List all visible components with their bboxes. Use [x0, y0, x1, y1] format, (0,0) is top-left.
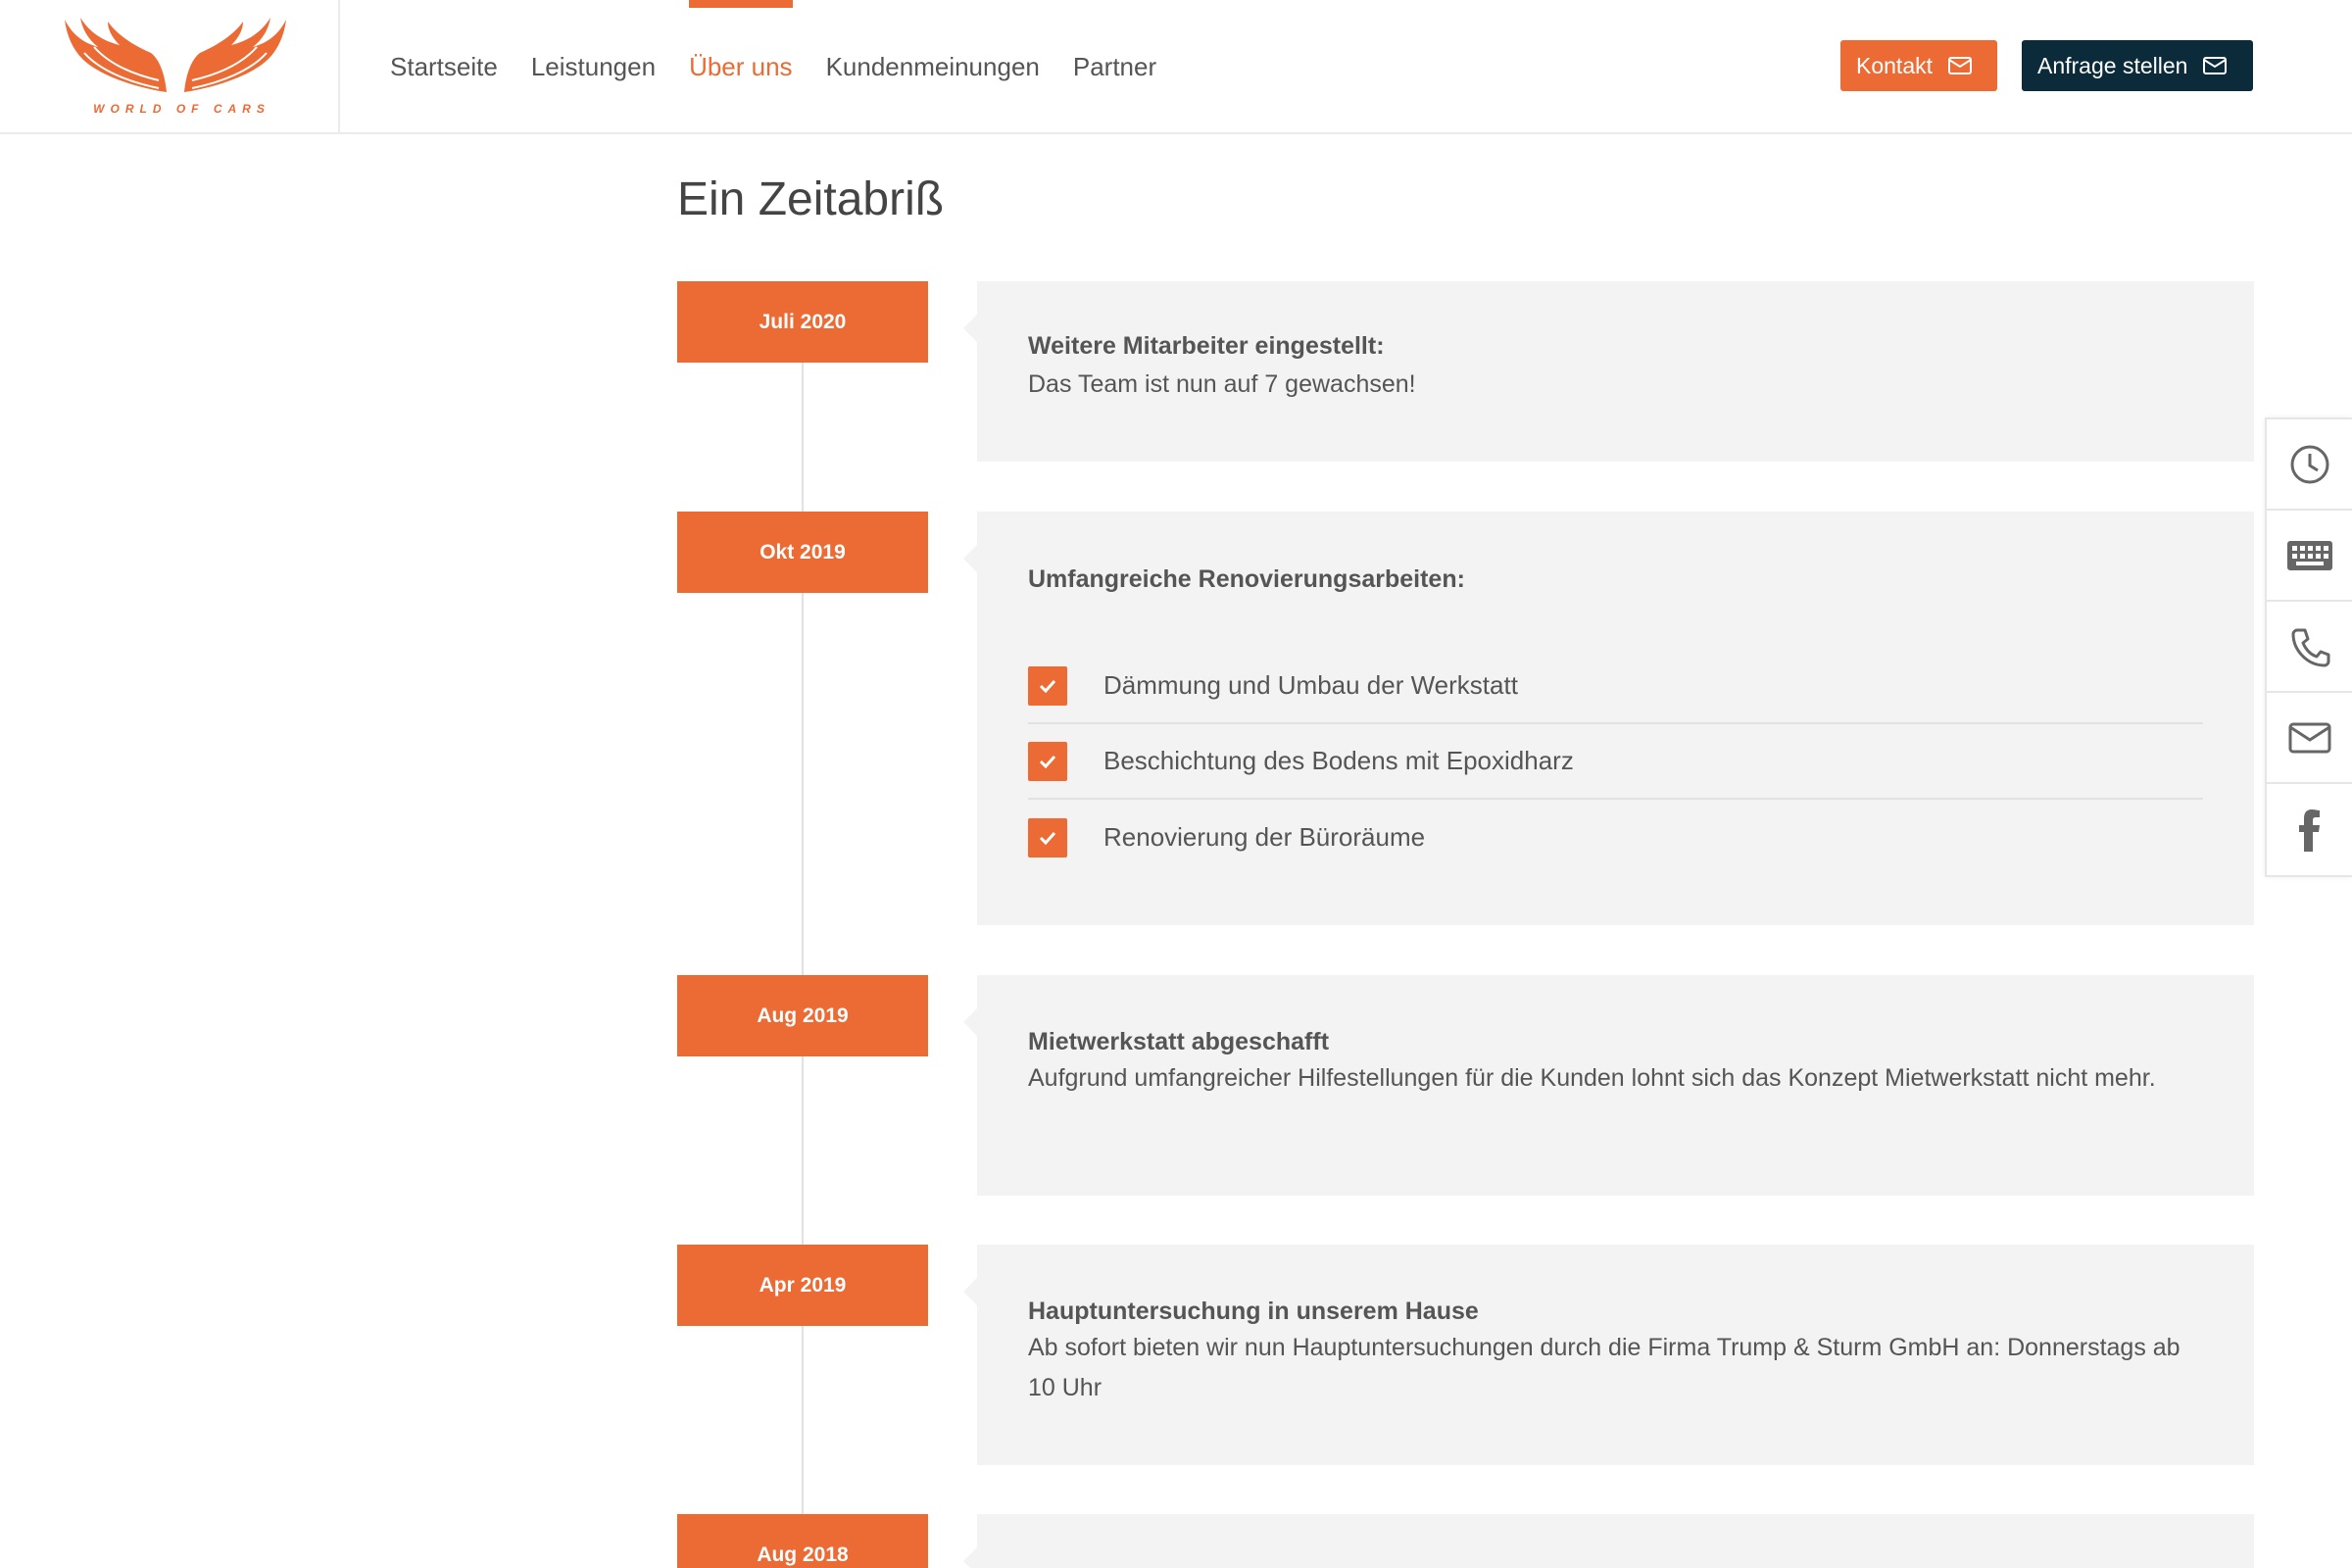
nav-item-leistungen[interactable]: Leistungen	[530, 52, 657, 81]
timeline-date: Apr 2019	[677, 1245, 928, 1326]
main-nav	[390, 0, 1190, 134]
timeline-card	[977, 1514, 2254, 1568]
timeline-card-title: Mietwerkstatt abgeschafft	[1028, 1028, 1330, 1055]
checklist-label: Renovierung der Büroräume	[1103, 822, 1426, 852]
list-item	[1028, 800, 2203, 875]
page-title: Ein Zeitabriß	[677, 173, 945, 225]
site-header	[0, 0, 2352, 134]
timeline-date: Aug 2018	[677, 1514, 928, 1568]
mail-icon	[2203, 57, 2227, 74]
logo[interactable]	[0, 0, 340, 134]
checkmark-icon	[1028, 742, 1067, 781]
kontakt-button-label: Kontakt	[1856, 52, 1933, 78]
timeline-card	[977, 975, 2254, 1196]
list-item	[1028, 724, 2203, 800]
nav-item-ueber-uns[interactable]: Über uns	[689, 0, 793, 134]
timeline-card-text: Aufgrund umfangreicher Hilfestellungen für die Kunden lohnt sich das Konzept Mietwerkstatt nicht mehr.	[1028, 1064, 2156, 1092]
anfrage-stellen-button[interactable]	[2022, 40, 2253, 91]
kontakt-button[interactable]	[1840, 40, 1997, 91]
checklist-label: Beschichtung des Bodens mit Epoxidharz	[1103, 746, 1574, 775]
timeline-card	[977, 1245, 2254, 1465]
anfrage-button-label: Anfrage stellen	[2037, 52, 2188, 78]
timeline-date: Aug 2019	[677, 975, 928, 1056]
timeline-date: Juli 2020	[677, 281, 928, 363]
nav-item-partner[interactable]: Partner	[1072, 52, 1157, 81]
side-item-email[interactable]	[2267, 693, 2352, 784]
checkmark-icon	[1028, 666, 1067, 706]
nav-item-startseite[interactable]: Startseite	[390, 52, 498, 81]
checkmark-icon	[1028, 818, 1067, 858]
list-item	[1028, 649, 2203, 724]
mail-icon	[2288, 722, 2331, 754]
side-toolbar	[2265, 417, 2352, 877]
timeline-card	[977, 512, 2254, 925]
side-item-facebook[interactable]	[2267, 784, 2352, 875]
keyboard-icon	[2286, 540, 2333, 571]
side-item-opening-hours[interactable]	[2267, 419, 2352, 511]
side-item-phone[interactable]	[2267, 602, 2352, 693]
timeline-card-text: Ab sofort bieten wir nun Hauptuntersuchungen durch die Firma Trump & Sturm GmbH an: Donnerstags ab 10 Uhr	[1028, 1334, 2180, 1401]
mail-icon	[1948, 57, 1972, 74]
timeline-card-title: Hauptuntersuchung in unserem Hause	[1028, 1298, 1479, 1325]
checklist-label: Dämmung und Umbau der Werkstatt	[1103, 670, 1518, 700]
nav-item-kundenmeinungen[interactable]: Kundenmeinungen	[825, 52, 1040, 81]
phone-icon	[2289, 626, 2330, 667]
logo-text: WORLD OF CARS	[93, 102, 270, 116]
timeline-card-text: Das Team ist nun auf 7 gewachsen!	[1028, 370, 1416, 398]
checklist	[1028, 649, 2203, 875]
timeline-date: Okt 2019	[677, 512, 928, 593]
facebook-icon	[2298, 808, 2322, 852]
wings-logo-icon	[61, 14, 290, 104]
clock-icon	[2289, 444, 2330, 485]
side-item-contact-form[interactable]	[2267, 511, 2352, 602]
timeline-card	[977, 281, 2254, 462]
timeline-card-title: Weitere Mitarbeiter eingestellt:	[1028, 332, 1385, 360]
timeline-card-title: Umfangreiche Renovierungsarbeiten:	[1028, 565, 1465, 593]
